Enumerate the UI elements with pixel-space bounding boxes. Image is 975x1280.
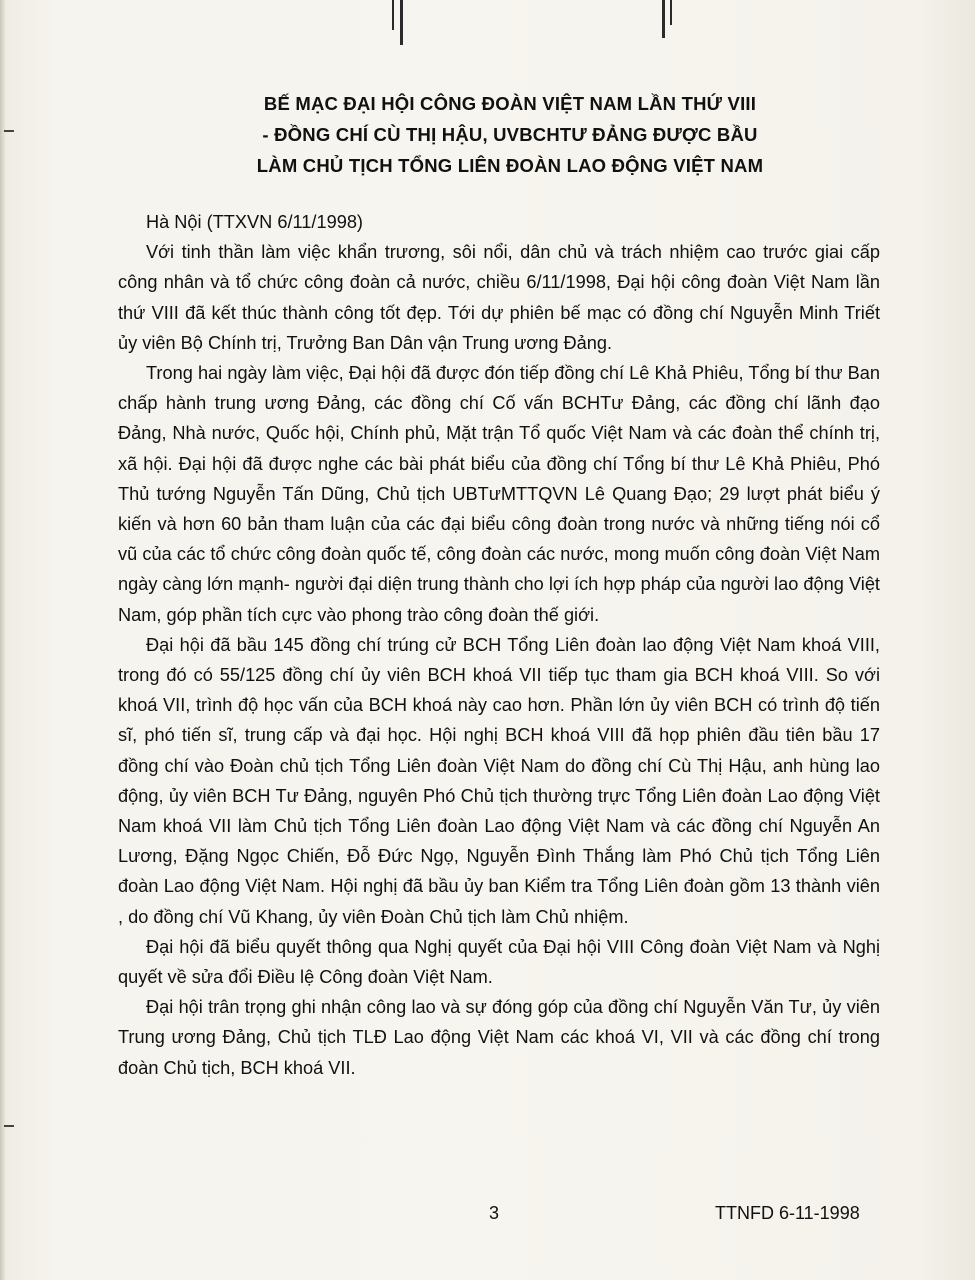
paragraph-1: Với tinh thần làm việc khẩn trương, sôi nổi, dân chủ và trách nhiệm cao trước giai cấp công nhân và tổ chức công đoàn cả nước, chiều 6/11/1998, Đại hội công đoàn Việt Nam lần thứ VIII đã kết thúc thành công tốt đẹp. Tới dự phiên bế mạc có đồng chí Nguyễn Minh Triết ủy viên Bộ Chính trị, Trưởng Ban Dân vận Trung ương Đảng. [118,242,880,353]
staple-mark [670,0,672,25]
staple-mark [662,0,665,38]
document-code: TTNFD 6-11-1998 [715,1203,860,1223]
paragraph-5: Đại hội trân trọng ghi nhận công lao và sự đóng góp của đồng chí Nguyễn Văn Tư, ủy viên Trung ương Đảng, Chủ tịch TLĐ Lao động Việt Nam các khoá VI, VII và các đồng chí trong đoàn Chủ tịch, BCH khoá VII. [118,997,880,1078]
staple-mark [392,0,394,30]
margin-mark [4,1125,14,1127]
heading-line-2: - ĐỒNG CHÍ CÙ THỊ HẬU, UVBCHTƯ ĐẢNG ĐƯỢC BẦU [262,124,758,145]
page-edge-shadow [0,0,6,1280]
staple-mark [400,0,403,45]
heading-line-3: LÀM CHỦ TỊCH TỔNG LIÊN ĐOÀN LAO ĐỘNG VIỆT NAM [256,155,764,176]
paragraph-2: Trong hai ngày làm việc, Đại hội đã được đón tiếp đồng chí Lê Khả Phiêu, Tổng bí thư Ban chấp hành trung ương Đảng, các đồng chí Cố vấn BCHTư Đảng, các đồng chí lãnh đạo Đảng, Nhà nước, Quốc hội, Chính phủ, Mặt trận Tổ quốc Việt Nam và các đoàn thể chính trị, xã hội. Đại hội đã được nghe các bài phát biểu của đồng chí Tổng bí thư Lê Khả Phiêu, Phó Thủ tướng Nguyễn Tấn Dũng, Chủ tịch UBTưMTTQVN Lê Quang Đạo; 29 lượt phát biểu ý kiến và hơn 60 bản tham luận của các đại biểu công đoàn trong nước và những tiếng nói cổ vũ của các tổ chức công đoàn quốc tế, công đoàn các nước, mong muốn công đoàn Việt Nam ngày càng lớn mạnh- người đại diện trung thành cho lợi ích hợp pháp của người lao động Việt Nam, góp phần tích cực vào phong trào công đoàn thế giới. [118,363,880,625]
dateline: Hà Nội (TTXVN 6/11/1998) [146,212,363,232]
margin-mark [4,130,14,132]
paragraph-4: Đại hội đã biểu quyết thông qua Nghị quyết của Đại hội VIII Công đoàn Việt Nam và Nghị quyết về sửa đổi Điều lệ Công đoàn Việt Nam. [118,936,880,988]
heading-line-1: BẾ MẠC ĐẠI HỘI CÔNG ĐOÀN VIỆT NAM LẦN THỨ VIII [263,93,757,114]
paragraph-3: Đại hội đã bầu 145 đồng chí trúng cử BCH Tổng Liên đoàn lao động Việt Nam khoá VIII, trong đó có 55/125 đồng chí ủy viên BCH khoá VII tiếp tục tham gia BCH khoá VIII. So với khoá VII, trình độ học vấn của BCH khoá này cao hơn. Phần lớn ủy viên BCH có trình độ tiến sĩ, phó tiến sĩ, trung cấp và đại học. Hội nghị BCH khoá VIII đã họp phiên đầu tiên bầu 17 đồng chí vào Đoàn chủ tịch Tổng Liên đoàn Việt Nam do đồng chí Cù Thị Hậu, anh hùng lao động, ủy viên BCH Tư Đảng, nguyên Phó Chủ tịch thường trực Tổng Liên đoàn Lao động Việt Nam khoá VII làm Chủ tịch Tổng Liên đoàn Lao động Việt Nam và các đồng chí Nguyễn An Lương, Đặng Ngọc Chiến, Đỗ Đức Ngọ, Nguyễn Đình Thắng làm Phó Chủ tịch Tổng Liên đoàn Lao động Việt Nam. Hội nghị đã bầu ủy ban Kiểm tra Tổng Liên đoàn gồm 13 thành viên , do đồng chí Vũ Khang, ủy viên Đoàn Chủ tịch làm Chủ nhiệm. [118,634,880,927]
document-heading [150,88,870,181]
page-number: 3 [489,1203,500,1223]
article-body [118,207,880,1083]
